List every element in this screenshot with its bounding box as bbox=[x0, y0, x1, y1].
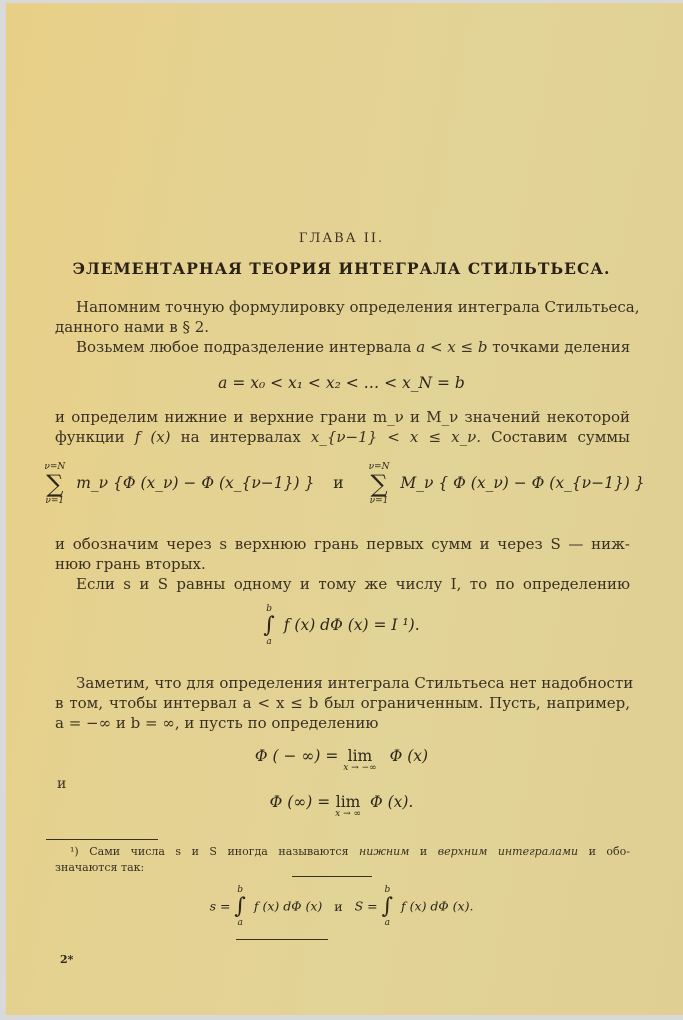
sum1-lower-limit: ν=1 bbox=[45, 496, 65, 506]
sum1-body: m_ν {Φ (x_ν) − Φ (x_{ν−1}) } bbox=[76, 474, 315, 492]
footnote-connector: и bbox=[334, 898, 343, 914]
limit1-lhs: Φ ( − ∞) = bbox=[254, 747, 339, 765]
formula-sums bbox=[0, 462, 683, 506]
connector-and: и bbox=[57, 776, 67, 792]
para3-math: x_{ν−1} < x ≤ x_ν. bbox=[310, 428, 482, 446]
footnote-formula bbox=[0, 885, 683, 929]
footnote-body2: f (x) dΦ (x). bbox=[401, 898, 474, 914]
footnote-lhs1: s = bbox=[209, 898, 231, 914]
limit2-operator bbox=[335, 793, 361, 819]
sum2-lower-limit: ν=1 bbox=[369, 496, 389, 506]
footnote-line2: значаются так: bbox=[55, 861, 145, 874]
sigma-icon: ∑ bbox=[370, 470, 388, 498]
limit1-rhs: Φ (x) bbox=[389, 747, 429, 765]
para3-suffix: Составим суммы bbox=[491, 428, 630, 446]
limit1-operator bbox=[343, 747, 376, 773]
footnote-body1: f (x) dΦ (x) bbox=[253, 898, 323, 914]
para6-line2: в том, чтобы интервал a < x ≤ b был ограниченным. Пусть, например, bbox=[55, 694, 630, 712]
upper-integral-upper: b bbox=[384, 885, 391, 895]
limit2-rhs: Φ (x). bbox=[369, 793, 414, 811]
para3-f: f (x) bbox=[134, 428, 171, 446]
formula-partition: a = x₀ < x₁ < x₂ < … < x_N = b bbox=[218, 374, 465, 392]
para4-line2: нюю грань вторых. bbox=[55, 555, 206, 573]
footnote-text-a: Сами числа s и S иногда называются bbox=[89, 845, 349, 858]
sum-operator-1 bbox=[44, 462, 65, 506]
footnote-separator bbox=[46, 839, 158, 840]
limit2-under: x → ∞ bbox=[335, 809, 361, 819]
sum1-upper-limit: ν=N bbox=[44, 462, 66, 472]
upper-integral-operator bbox=[382, 885, 393, 929]
lower-integral-underline bbox=[236, 939, 328, 940]
integral-icon: ∫ bbox=[381, 894, 394, 919]
limit1-op: lim bbox=[347, 747, 373, 765]
page-number: 2* bbox=[60, 953, 74, 966]
lower-integral-operator bbox=[234, 885, 245, 929]
sums-connector: и bbox=[333, 474, 344, 492]
integral-upper-limit: b bbox=[266, 604, 272, 614]
lower-integral-upper: b bbox=[237, 885, 244, 895]
integral-icon: ∫ bbox=[263, 613, 275, 638]
sum-operator-2 bbox=[369, 462, 390, 506]
para1-line1: Напомним точную формулировку определения интеграла Стильтьеса, bbox=[76, 298, 640, 316]
integral-lower-limit: a bbox=[266, 637, 272, 647]
sigma-icon: ∑ bbox=[46, 470, 64, 498]
integral-icon: ∫ bbox=[234, 894, 246, 919]
limit1-under: x → −∞ bbox=[343, 763, 377, 773]
para5-line1: Если s и S равны одному и тому же числу I, то по определению bbox=[76, 575, 630, 593]
limit2-lhs: Φ (∞) = bbox=[269, 793, 331, 811]
para2-line1 bbox=[76, 338, 630, 356]
footnote-lhs2: S = bbox=[354, 898, 378, 914]
sum2-upper-limit: ν=N bbox=[368, 462, 390, 472]
para1-line2: данного нами в § 2. bbox=[55, 318, 210, 336]
footnote-italic-upper: верхним интегралами bbox=[437, 845, 579, 858]
para2-math: a < x ≤ b bbox=[416, 338, 488, 356]
formula-integral bbox=[0, 604, 683, 648]
lower-integral-lower: a bbox=[237, 918, 243, 928]
chapter-label: ГЛАВА II. bbox=[298, 231, 385, 246]
formula-limit-2 bbox=[0, 793, 683, 819]
upper-integral-overline bbox=[292, 876, 372, 877]
footnote-text-c: и обо- bbox=[588, 845, 630, 858]
integral-operator bbox=[263, 604, 274, 648]
para3-line2 bbox=[55, 428, 630, 446]
para6-line1: Заметим, что для определения интеграла Стильтьеса нет надобности bbox=[76, 674, 634, 692]
footnote-text-b: и bbox=[419, 845, 428, 858]
para6-line3: a = −∞ и b = ∞, и пусть по определению bbox=[55, 714, 379, 732]
sum2-body: M_ν { Φ (x_ν) − Φ (x_{ν−1}) } bbox=[400, 474, 645, 492]
limit2-op: lim bbox=[335, 793, 361, 811]
footnote-italic-lower: нижним bbox=[359, 845, 410, 858]
upper-integral-lower: a bbox=[384, 918, 391, 928]
chapter-title: ЭЛЕМЕНТАРНАЯ ТЕОРИЯ ИНТЕГРАЛА СТИЛЬТЬЕСА. bbox=[72, 259, 611, 278]
para2-prefix: Возьмем любое подразделение интервала bbox=[76, 338, 412, 356]
footnote-line1 bbox=[70, 845, 630, 858]
para3-prefix: функции bbox=[55, 428, 125, 446]
formula-limit-1 bbox=[0, 747, 683, 773]
para2-suffix: точками деления bbox=[492, 338, 631, 356]
para3-line1: и определим нижние и верхние грани m_ν и M_ν значений некоторой bbox=[55, 408, 630, 426]
para3-mid: на интервалах bbox=[180, 428, 301, 446]
footnote-marker: ¹) bbox=[70, 845, 79, 858]
integral-body: f (x) dΦ (x) = I ¹). bbox=[283, 616, 420, 634]
para4-line1: и обозначим через s верхнюю грань первых сумм и через S — ниж- bbox=[55, 535, 630, 553]
